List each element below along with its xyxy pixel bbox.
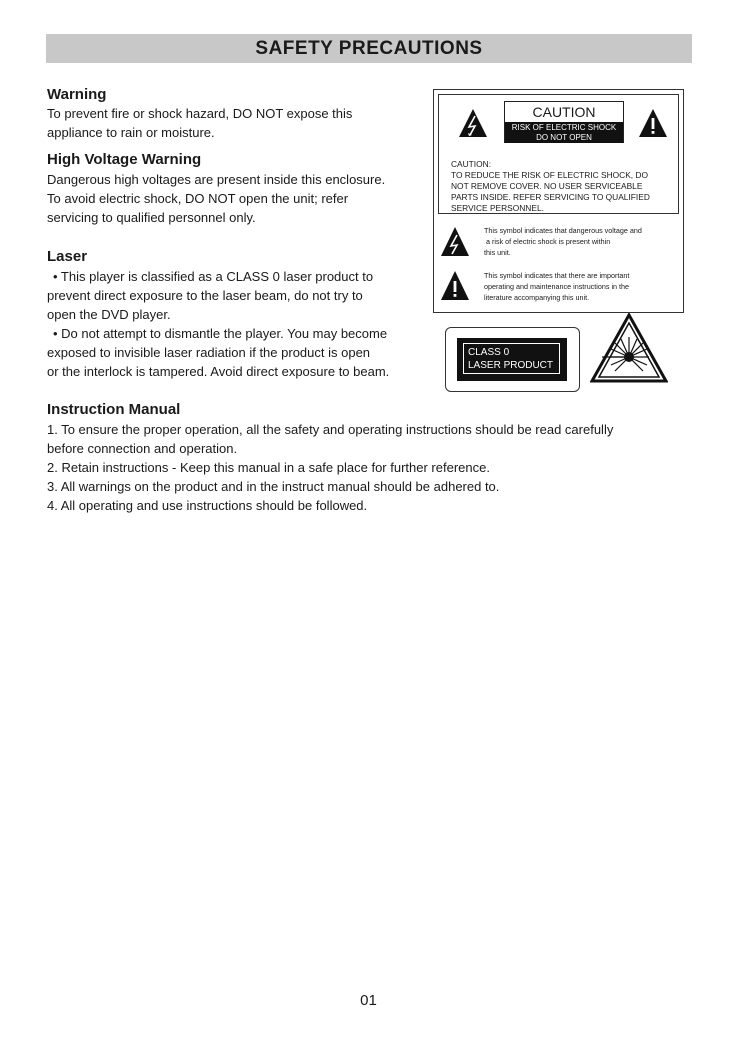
- text-line: PARTS INSIDE. REFER SERVICING TO QUALIFIED: [451, 192, 650, 202]
- text-line: LASER PRODUCT: [468, 360, 554, 371]
- text-line: a risk of electric shock is present within: [486, 237, 611, 246]
- exclamation-symbol-text: [484, 270, 684, 303]
- text-line: CAUTION:: [451, 159, 492, 169]
- text-line: • This player is classified as a CLASS 0 laser product to: [53, 269, 374, 284]
- text-line: 2. Retain instructions - Keep this manual in a safe place for further reference.: [47, 460, 490, 475]
- warning-text: [47, 104, 352, 142]
- text-line: To avoid electric shock, DO NOT open the unit; refer: [47, 191, 349, 206]
- text-line: servicing to qualified personnel only.: [47, 210, 256, 225]
- text-line: operating and maintenance instructions in the: [484, 282, 630, 291]
- text-line: or the interlock is tampered. Avoid direct exposure to beam.: [47, 364, 390, 379]
- text-line: SERVICE PERSONNEL.: [451, 203, 544, 213]
- text-line: This symbol indicates that dangerous voltage and: [484, 226, 642, 235]
- risk-line: DO NOT OPEN: [536, 133, 592, 142]
- laser-label-text: [463, 343, 560, 374]
- text-line: CLASS 0: [468, 347, 510, 358]
- text-line: 4. All operating and use instructions should be followed.: [47, 498, 368, 513]
- high-voltage-icon: [458, 108, 488, 138]
- text-line: • Do not attempt to dismantle the player. You may become: [53, 326, 388, 341]
- text-line: before connection and operation.: [47, 441, 238, 456]
- caution-inner-panel: [438, 94, 679, 214]
- exclamation-icon: [638, 108, 668, 138]
- caution-text: [451, 159, 679, 214]
- high-voltage-text: [47, 170, 385, 227]
- text-line: NOT REMOVE COVER. NO USER SERVICEABLE: [451, 181, 643, 191]
- exclamation-symbol-icon: [440, 270, 470, 302]
- page-title: SAFETY PRECAUTIONS: [46, 34, 692, 63]
- text-line: appliance to rain or moisture.: [47, 125, 215, 140]
- instruction-manual-text: [47, 420, 687, 515]
- text-line: Dangerous high voltages are present inside this enclosure.: [47, 172, 386, 187]
- text-line: open the DVD player.: [47, 307, 171, 322]
- text-line: 3. All warnings on the product and in the instruct manual should be adhered to.: [47, 479, 500, 494]
- instruction-manual-heading: Instruction Manual: [47, 401, 181, 418]
- laser-warning-icon: [590, 313, 668, 383]
- text-line: exposed to invisible laser radiation if the product is open: [47, 345, 371, 360]
- text-line: To prevent fire or shock hazard, DO NOT expose this: [47, 106, 353, 121]
- high-voltage-symbol-icon: [440, 226, 470, 258]
- page-number: 01: [360, 992, 377, 1009]
- laser-label-plate: [457, 338, 567, 381]
- text-line: TO REDUCE THE RISK OF ELECTRIC SHOCK, DO: [451, 170, 648, 180]
- caution-sign: [504, 101, 624, 143]
- caution-label-box: [433, 89, 684, 313]
- text-line: this unit.: [484, 248, 511, 257]
- text-line: This symbol indicates that there are important: [484, 271, 630, 280]
- text-line: 1. To ensure the proper operation, all the safety and operating instructions should be read carefully: [47, 422, 614, 437]
- warning-heading: Warning: [47, 86, 107, 103]
- text-line: literature accompanying this unit.: [484, 293, 590, 302]
- laser-heading: Laser: [47, 248, 88, 265]
- risk-line: RISK OF ELECTRIC SHOCK: [511, 123, 617, 132]
- caution-word: CAUTION: [505, 102, 623, 123]
- high-voltage-heading: High Voltage Warning: [47, 151, 202, 168]
- risk-of-shock-strip: [505, 122, 623, 143]
- voltage-symbol-text: [484, 225, 684, 258]
- text-line: prevent direct exposure to the laser beam, do not try to: [47, 288, 363, 303]
- laser-product-label: [445, 327, 580, 392]
- laser-text: [47, 267, 389, 381]
